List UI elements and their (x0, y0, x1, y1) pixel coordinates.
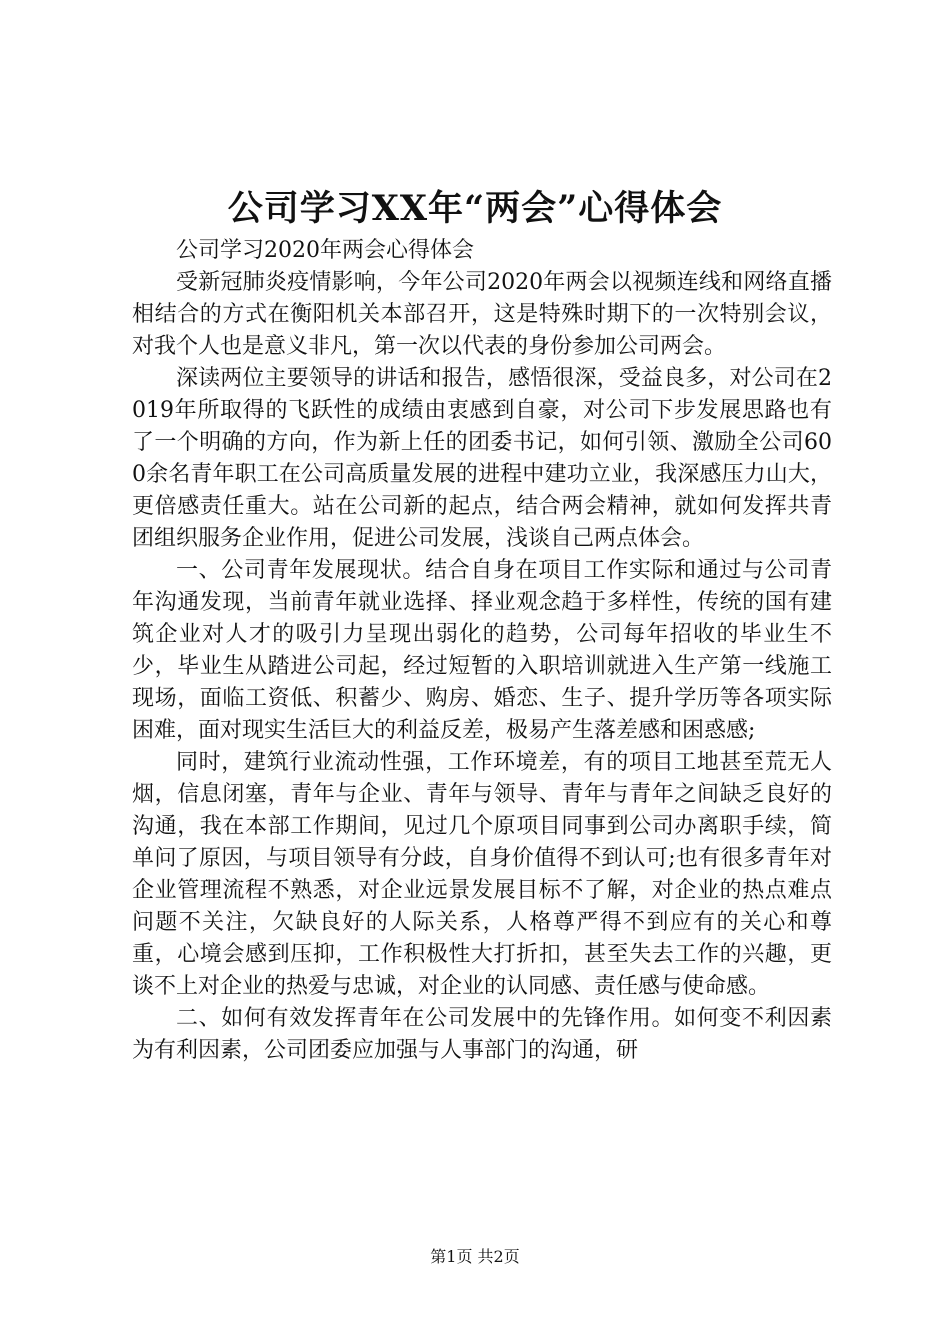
document-body (132, 235, 832, 1067)
paragraph: 二、如何有效发挥青年在公司发展中的先锋作用。如何变不利因素为有利因素，公司团委应加强与人事部门的沟通，研 (132, 1006, 832, 1063)
paragraph: 同时，建筑行业流动性强，工作环境差，有的项目工地甚至荒无人烟，信息闭塞，青年与企业、青年与领导、青年与青年之间缺乏良好的沟通，我在本部工作期间，见过几个原项目同事到公司办离职手续，简单问了原因，与项目领导有分歧，自身价值得不到认可;也有很多青年对企业管理流程不熟悉，对企业远景发展目标不了解，对企业的热点难点问题不关注，欠缺良好的人际关系，人格尊严得不到应有的关心和尊重，心境会感到压抑，工作积极性大打折扣，甚至失去工作的兴趣，更谈不上对企业的热爱与忠诚，对企业的认同感、责任感与使命感。 (132, 750, 832, 999)
paragraph: 一、公司青年发展现状。结合自身在项目工作实际和通过与公司青年沟通发现，当前青年就业选择、择业观念趋于多样性，传统的国有建筑企业对人才的吸引力呈现出弱化的趋势，公司每年招收的毕业生不少，毕业生从踏进公司起，经过短暂的入职培训就进入生产第一线施工现场，面临工资低、积蓄少、购房、婚恋、生子、提升学历等各项实际困难，面对现实生活巨大的利益反差，极易产生落差感和困惑感; (132, 558, 832, 743)
paragraph-subtitle: 公司学习2020年两会心得体会 (176, 238, 474, 263)
document-title: 公司学习XX年“两会”心得体会 (227, 188, 723, 229)
page-footer: 第1页 共2页 (430, 1247, 520, 1266)
paragraph: 深读两位主要领导的讲话和报告，感悟很深，受益良多，对公司在2019年所取得的飞跃性的成绩由衷感到自豪，对公司下步发展思路也有了一个明确的方向，作为新上任的团委书记，如何引领、激励全公司600余名青年职工在公司高质量发展的进程中建功立业，我深感压力山大，更倍感责任重大。站在公司新的起点，结合两会精神，就如何发挥共青团组织服务企业作用，促进公司发展，浅谈自己两点体会。 (132, 366, 832, 551)
paragraph: 受新冠肺炎疫情影响，今年公司2020年两会以视频连线和网络直播相结合的方式在衡阳机关本部召开，这是特殊时期下的一次特别会议，对我个人也是意义非凡，第一次以代表的身份参加公司两会。 (132, 270, 832, 359)
